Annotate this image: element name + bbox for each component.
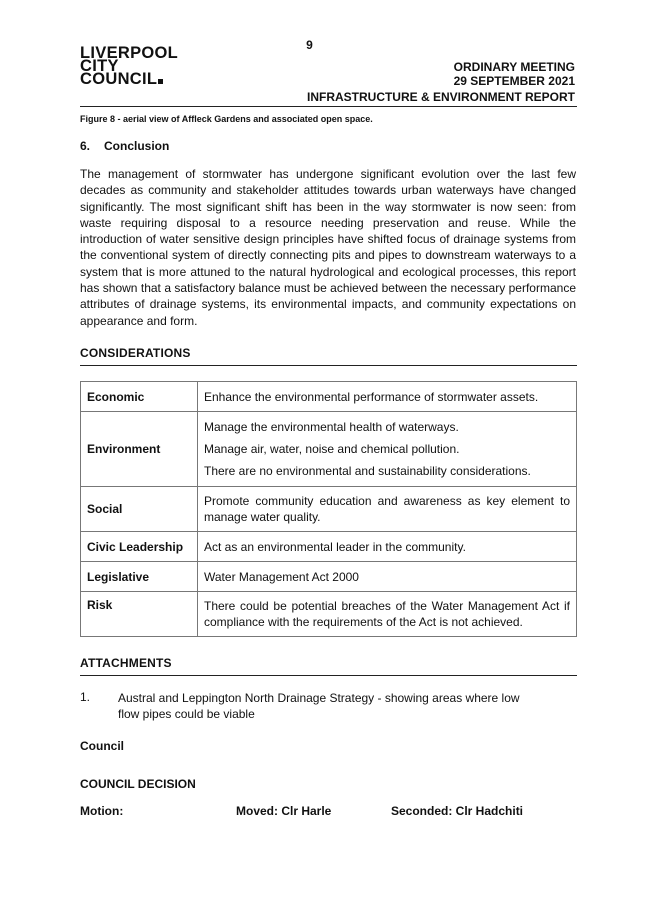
attachment-number: 1. (80, 690, 91, 704)
table-row (81, 487, 577, 532)
row-value: Enhance the environmental performance of stormwater assets. (198, 382, 577, 412)
table-row (81, 532, 577, 562)
header-divider (80, 106, 577, 107)
council-logo (80, 44, 179, 88)
logo-dot-icon (158, 79, 163, 84)
table-row (81, 412, 577, 487)
attachments-heading: ATTACHMENTS (80, 656, 172, 670)
section-title: Conclusion (104, 139, 170, 153)
seconded-by: Seconded: Clr Hadchiti (391, 804, 524, 818)
meeting-date: 29 SEPTEMBER 2021 (453, 74, 575, 88)
motion-label: Motion: (80, 804, 124, 818)
considerations-divider (80, 365, 577, 366)
table-row (81, 592, 577, 637)
logo-line: COUNCIL (80, 70, 158, 88)
attachments-divider (80, 675, 577, 676)
council-label: Council (80, 739, 124, 753)
meeting-title: ORDINARY MEETING (453, 60, 575, 74)
figure-caption: Figure 8 - aerial view of Affleck Gardens and associated open space. (80, 114, 373, 124)
table-row (81, 382, 577, 412)
moved-by: Moved: Clr Harle (236, 804, 332, 818)
row-label: Economic (81, 382, 198, 412)
page-number: 9 (306, 38, 313, 52)
row-value: Manage the environmental health of waterways. Manage air, water, noise and chemical pollution. There are no environmental and sustainability considerations. (198, 412, 577, 487)
row-value: Water Management Act 2000 (198, 562, 577, 592)
row-value: There could be potential breaches of the Water Management Act if compliance with the requirements of the Act is not achieved. (198, 592, 577, 637)
row-label: Environment (81, 412, 198, 487)
row-value: Promote community education and awareness as key element to manage water quality. (198, 487, 577, 532)
row-label: Social (81, 487, 198, 532)
meeting-info (454, 60, 575, 88)
section-number: 6. (80, 139, 91, 153)
report-title: INFRASTRUCTURE & ENVIRONMENT REPORT (306, 90, 575, 104)
logo-line: LIVERPOOL (80, 44, 179, 62)
row-label: Legislative (81, 562, 198, 592)
table-row (81, 562, 577, 592)
row-label: Risk (81, 592, 198, 637)
row-value: Act as an environmental leader in the community. (198, 532, 577, 562)
attachment-link[interactable]: Austral and Leppington North Drainage Strategy - showing areas where low flow pipes could be viable (118, 691, 520, 721)
council-decision-heading: COUNCIL DECISION (80, 777, 196, 791)
section-heading (80, 139, 169, 153)
considerations-heading: CONSIDERATIONS (80, 346, 191, 360)
conclusion-paragraph: The management of stormwater has undergone significant evolution over the last few decades as community and stakeholder attitudes towards urban waterways have changed significantly. The most significant shift has been in the way stormwater is now seen: from waste requiring disposal to a resource needing preservation and reuse. While the introduction of water sensitive design principles have shifted focus of drainage systems from the conventional system of directly connecting pits and pipes to downstream waterways to a system that is more attuned to the natural hydrological and ecological processes, this report has shown that a satisfactory balance must be achieved between the necessary performance attributes of drainage systems, its environmental impacts, and community expectations on appearance and form. (80, 167, 576, 328)
row-label: Civic Leadership (81, 532, 198, 562)
logo-line: CITY (80, 57, 119, 75)
considerations-table (80, 381, 577, 637)
